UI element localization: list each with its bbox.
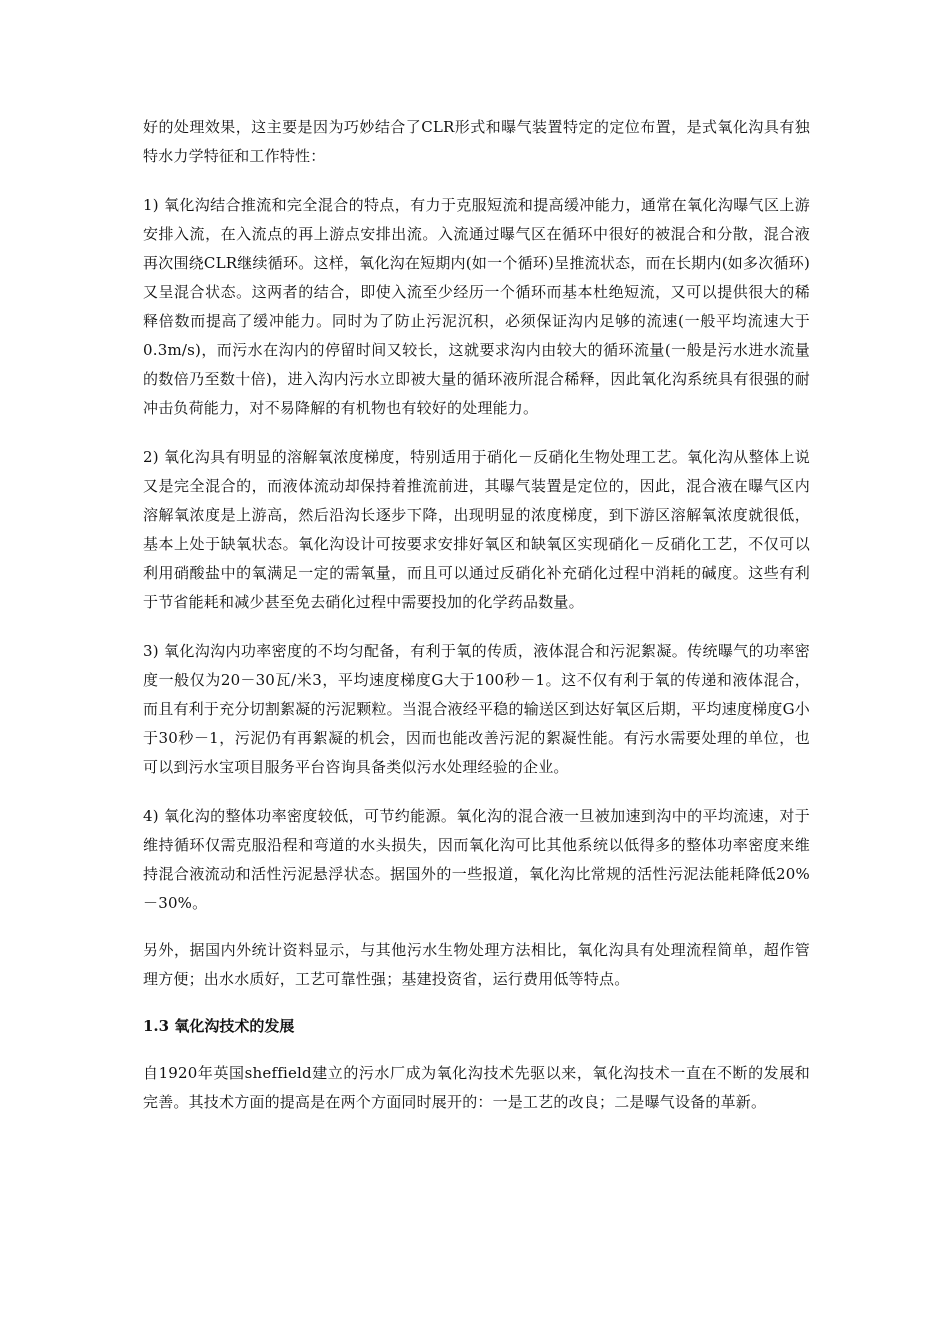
summary-paragraph: 另外，据国内外统计资料显示，与其他污水生物处理方法相比，氧化沟具有处理流程简单，超作管理方便；出水水质好，工艺可靠性强；基建投资省，运行费用低等特点。 (143, 941, 810, 988)
point-4-paragraph: 4) 氧化沟的整体功率密度较低，可节约能源。氧化沟的混合液一旦被加速到沟中的平均流速，对于维持循环仅需克服沿程和弯道的水头损失，因而氧化沟可比其他系统以低得多的整体功率密度来维持混合液流动和活性污泥悬浮状态。据国外的一些报道，氧化沟比常规的活性污泥法能耗降低20%－30%。 (143, 807, 810, 912)
point-3-paragraph: 3) 氧化沟沟内功率密度的不均匀配备，有利于氧的传质，液体混合和污泥絮凝。传统曝气的功率密度一般仅为20－30瓦/米3，平均速度梯度G大于100秒－1。这不仅有利于氧的传递和液体混合，而且有利于充分切割絮凝的污泥颗粒。当混合液经平稳的输送区到达好氧区后期，平均速度梯度G小于30秒－1，污泥仍有再絮凝的机会，因而也能改善污泥的絮凝性能。有污水需要处理的单位，也可以到污水宝项目服务平台咨询具备类似污水处理经验的企业。 (143, 642, 810, 776)
point-2-paragraph: 2) 氧化沟具有明显的溶解氧浓度梯度，特别适用于硝化－反硝化生物处理工艺。氧化沟从整体上说又是完全混合的，而液体流动却保持着推流前进，其曝气装置是定位的，因此，混合液在曝气区内溶解氧浓度是上游高，然后沿沟长逐步下降，出现明显的浓度梯度，到下游区溶解氧浓度就很低，基本上处于缺氧状态。氧化沟设计可按要求安排好氧区和缺氧区实现硝化－反硝化工艺，不仅可以利用硝酸盐中的氧满足一定的需氧量，而且可以通过反硝化补充硝化过程中消耗的碱度。这些有利于节省能耗和减少甚至免去硝化过程中需要投加的化学药品数量。 (143, 448, 810, 611)
intro-paragraph: 好的处理效果，这主要是因为巧妙结合了CLR形式和曝气装置特定的定位布置，是式氧化沟具有独特水力学特征和工作特性： (143, 118, 810, 165)
point-1-paragraph: 1) 氧化沟结合推流和完全混合的特点，有力于克服短流和提高缓冲能力，通常在氧化沟曝气区上游安排入流，在入流点的再上游点安排出流。入流通过曝气区在循环中很好的被混合和分散，混合液再次围绕CLR继续循环。这样，氧化沟在短期内(如一个循环)呈推流状态，而在长期内(如多次循环)又呈混合状态。这两者的结合，即使入流至少经历一个循环而基本杜绝短流，又可以提供很大的稀释倍数而提高了缓冲能力。同时为了防止污泥沉积，必须保证沟内足够的流速(一般平均流速大于0.3m/s)，而污水在沟内的停留时间又较长，这就要求沟内由较大的循环流量(一般是污水进水流量的数倍乃至数十倍)，进入沟内污水立即被大量的循环液所混合稀释，因此氧化沟系统具有很强的耐冲击负荷能力，对不易降解的有机物也有较好的处理能力。 (143, 196, 810, 417)
section-heading: 1.3 氧化沟技术的发展 (143, 1017, 295, 1035)
section-body-paragraph: 自1920年英国sheffield建立的污水厂成为氧化沟技术先驱以来，氧化沟技术一直在不断的发展和完善。其技术方面的提高是在两个方面同时展开的：一是工艺的改良；二是曝气设备的革新。 (143, 1064, 810, 1111)
document-page (143, 113, 810, 1117)
